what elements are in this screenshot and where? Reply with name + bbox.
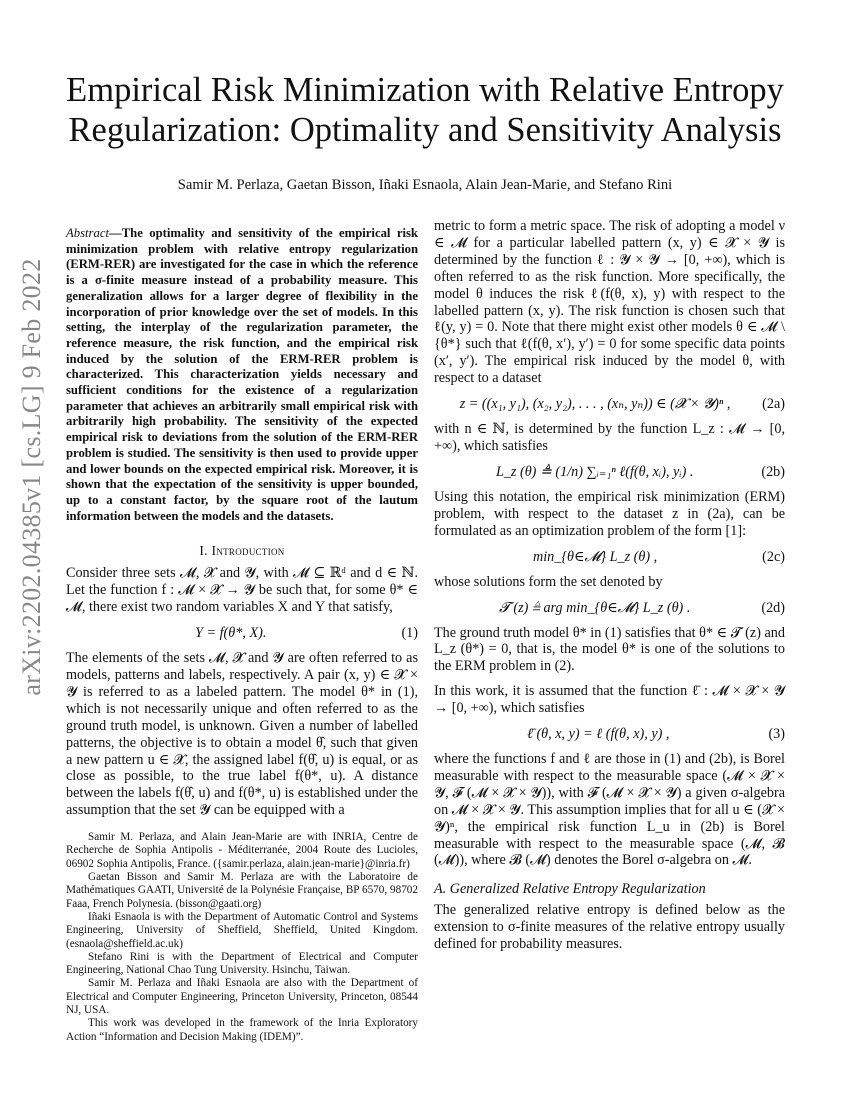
right-paragraph-1: metric to form a metric space. The risk of adopting a model ν ∈ 𝓜 for a particular labelled pattern (x, y) ∈ 𝓧 × 𝓨 is determined by the function ℓ : 𝓨 × 𝓨 → [0, +∞), which is often referred to as the risk function. More specifically, the model θ induces the risk ℓ(f(θ, x), y) with respect to the labelled pattern (x, y). The risk function is chosen such that ℓ(y, y) = 0. Note that there might exist other models θ ∈ 𝓜 \ {θ*} such that ℓ(f(θ, x′), y′) = 0 for some specific data points (x′, y′). The empirical risk induced by the model θ, with respect to a dataset [434,218,785,387]
equation-1-number: (1) [401,625,418,642]
equation-2b [434,462,785,482]
right-column [434,218,785,953]
equation-2b-number: (2b) [761,463,785,480]
equation-2b-expr: L_z (θ) ≜ (1/n) ∑ᵢ₌₁ⁿ ℓ(f(θ, xᵢ), yᵢ) . [495,463,694,480]
footnotes [66,819,418,1044]
footnote: Stefano Rini is with the Department of Electrical and Computer Engineering, National Chao Tung University. Hsinchu, Taiwan. [66,950,418,977]
right-paragraph-7: where the functions f and ℓ are those in (1) and (2b), is Borel measurable with respect to the measurable space (𝓜 × 𝓧 × 𝓨, 𝓕 (𝓜 × 𝓧 × 𝓨)), with 𝓕 (𝓜 × 𝓧 × 𝓨) a given σ-algebra on 𝓜 × 𝓧 × 𝓨. This assumption implies that for all u ∈ (𝓧 × 𝓨)ⁿ, the empirical risk function L_u in (2b) is Borel measurable with respect to the measurable space (𝓜, 𝓑 (𝓜)), where 𝓑 (𝓜) denotes the Borel σ-algebra on 𝓜. [434,751,785,869]
footnote: Samir M. Perlaza, and Alain Jean-Marie are with INRIA, Centre de Recherche de Sophia Antipolis - Méditerranée, 2004 Route des Lucioles, 06902 Sophia Antipolis, France. ({samir.perlaza, alain.jean-marie}@inria.fr) [66,831,418,870]
equation-3 [434,724,785,744]
equation-3-expr: ℓ̄ (θ, x, y) = ℓ (f(θ, x), y) , [526,726,670,743]
intro-paragraph-2: The elements of the sets 𝓜, 𝓧 and 𝓨 are often referred to as models, patterns and labels, respectively. A pair (x, y) ∈ 𝓧 × 𝓨 is referred to as a labeled pattern. The model θ* in (1), which is not necessarily unique and often referred to as the ground truth model, is unknown. Given a number of labelled patterns, the objective is to obtain a model θ̂, such that given a new pattern u ∈ 𝓧, the assigned label f(θ̂, u) is equal, or as close as possible, to the true label f(θ*, u). A distance between the labels f(θ̂, u) and f(θ*, u) is established under the assumption that the set 𝓨 can be equipped with a [66,650,418,819]
right-paragraph-3: Using this notation, the empirical risk minimization (ERM) problem, with respect to the dataset z in (2a), can be formulated as an optimization problem of the form [1]: [434,488,785,539]
section-heading-introduction: I. Introduction [199,543,285,559]
abstract-text: —The optimality and sensitivity of the empirical risk minimization problem with relative entropy regularization (ERM-RER) are investigated for the case in which the reference is a σ-finite measure instead of a probability measure. This generalization allows for a larger degree of flexibility in the incorporation of prior knowledge over the set of models. In this setting, the interplay of the regularization parameter, the reference measure, the risk function, and the empirical risk induced by the solution of the ERM-RER problem is characterized. This characterization yields necessary and sufficient conditions for the existence of a regularization parameter that achieves an arbitrarily small empirical risk with arbitrarily high probability. The sensitivity of the expected empirical risk to deviations from the solution of the ERM-RER problem is studied. The sensitivity is then used to provide upper and lower bounds on the expected empirical risk. Moreover, it is shown that the expectation of the sensitivity is upper bounded, up to a constant factor, by the square root of the lautum information between the models and the datasets. [66,226,418,523]
authors: Samir M. Perlaza, Gaetan Bisson, Iñaki Esnaola, Alain Jean-Marie, and Stefano Rini [177,177,673,193]
equation-2c-expr: min_{θ∈𝓜} L_z (θ) , [532,548,658,565]
equation-2a-number: (2a) [762,396,785,413]
footnote: Samir M. Perlaza and Iñaki Esnaola are also with the Department of Electrical and Computer Engineering, Princeton University, Princeton, 08544 NJ, USA. [66,977,418,1016]
paper-title [40,70,810,150]
footnote: Gaetan Bisson and Samir M. Perlaza are with the Laboratoire de Mathématiques GAATI, Université de la Polynésie Française, BP 6570, 98702 Faaa, French Polynesia. (bisson@gaati.org) [66,871,418,910]
right-paragraph-2: with n ∈ ℕ, is determined by the function L_z : 𝓜 → [0, +∞), which satisfies [434,421,785,454]
equation-1-expr: Y = f(θ*, X). [195,625,267,642]
equation-2d-number: (2d) [761,599,785,616]
equation-2c [434,547,785,567]
title-line-1: Empirical Risk Minimization with Relative Entropy [66,71,784,109]
equation-2a [434,394,785,414]
title-line-2: Regularization: Optimality and Sensitivity Analysis [68,111,782,149]
equation-2c-number: (2c) [762,548,785,565]
equation-2d [434,598,785,618]
right-paragraph-6: In this work, it is assumed that the function ℓ̄ : 𝓜 × 𝓧 × 𝓨 → [0, +∞), which satisfies [434,683,785,717]
abstract-label: Abstract [66,226,109,240]
equation-1 [66,623,418,643]
footnote: This work was developed in the framework of the Inria Exploratory Action “Information and Decision Making (IDEM)”. [66,1017,418,1043]
right-paragraph-4: whose solutions form the set denoted by [434,573,663,590]
arxiv-stamp: arXiv:2202.04385v1 [cs.LG] 9 Feb 2022 [17,258,46,696]
left-column [66,226,418,1044]
equation-2d-expr: 𝓣 (z) ≜ arg min_{θ∈𝓜} L_z (θ) . [498,599,691,616]
abstract [66,226,418,524]
subsection-heading-a: A. Generalized Relative Entropy Regularization [434,881,706,898]
right-paragraph-5: The ground truth model θ* in (1) satisfies that θ* ∈ 𝓣 (z) and L_z (θ*) = 0, that is, the model θ* is one of the solutions to the ERM problem in (2). [434,624,785,675]
equation-2a-expr: z = ((x₁, y₁), (x₂, y₂), . . . , (xₙ, yₙ)) ∈ (𝓧 × 𝓨)ⁿ , [459,396,731,413]
intro-paragraph-1: Consider three sets 𝓜, 𝓧 and 𝓨, with 𝓜 ⊆ ℝᵈ and d ∈ ℕ. Let the function f : 𝓜 × 𝓧 → 𝓨 be such that, for some θ* ∈ 𝓜, there exist two random variables X and Y that satisfy, [66,565,418,616]
right-paragraph-8: The generalized relative entropy is defined below as the extension to σ-finite measures of the relative entropy usually defined for probability measures. [434,902,785,953]
equation-3-number: (3) [768,726,785,743]
footnote: Iñaki Esnaola is with the Department of Automatic Control and Systems Engineering, University of Sheffield, Sheffield, United Kingdom. (esnaola@sheffield.ac.uk) [66,910,418,950]
